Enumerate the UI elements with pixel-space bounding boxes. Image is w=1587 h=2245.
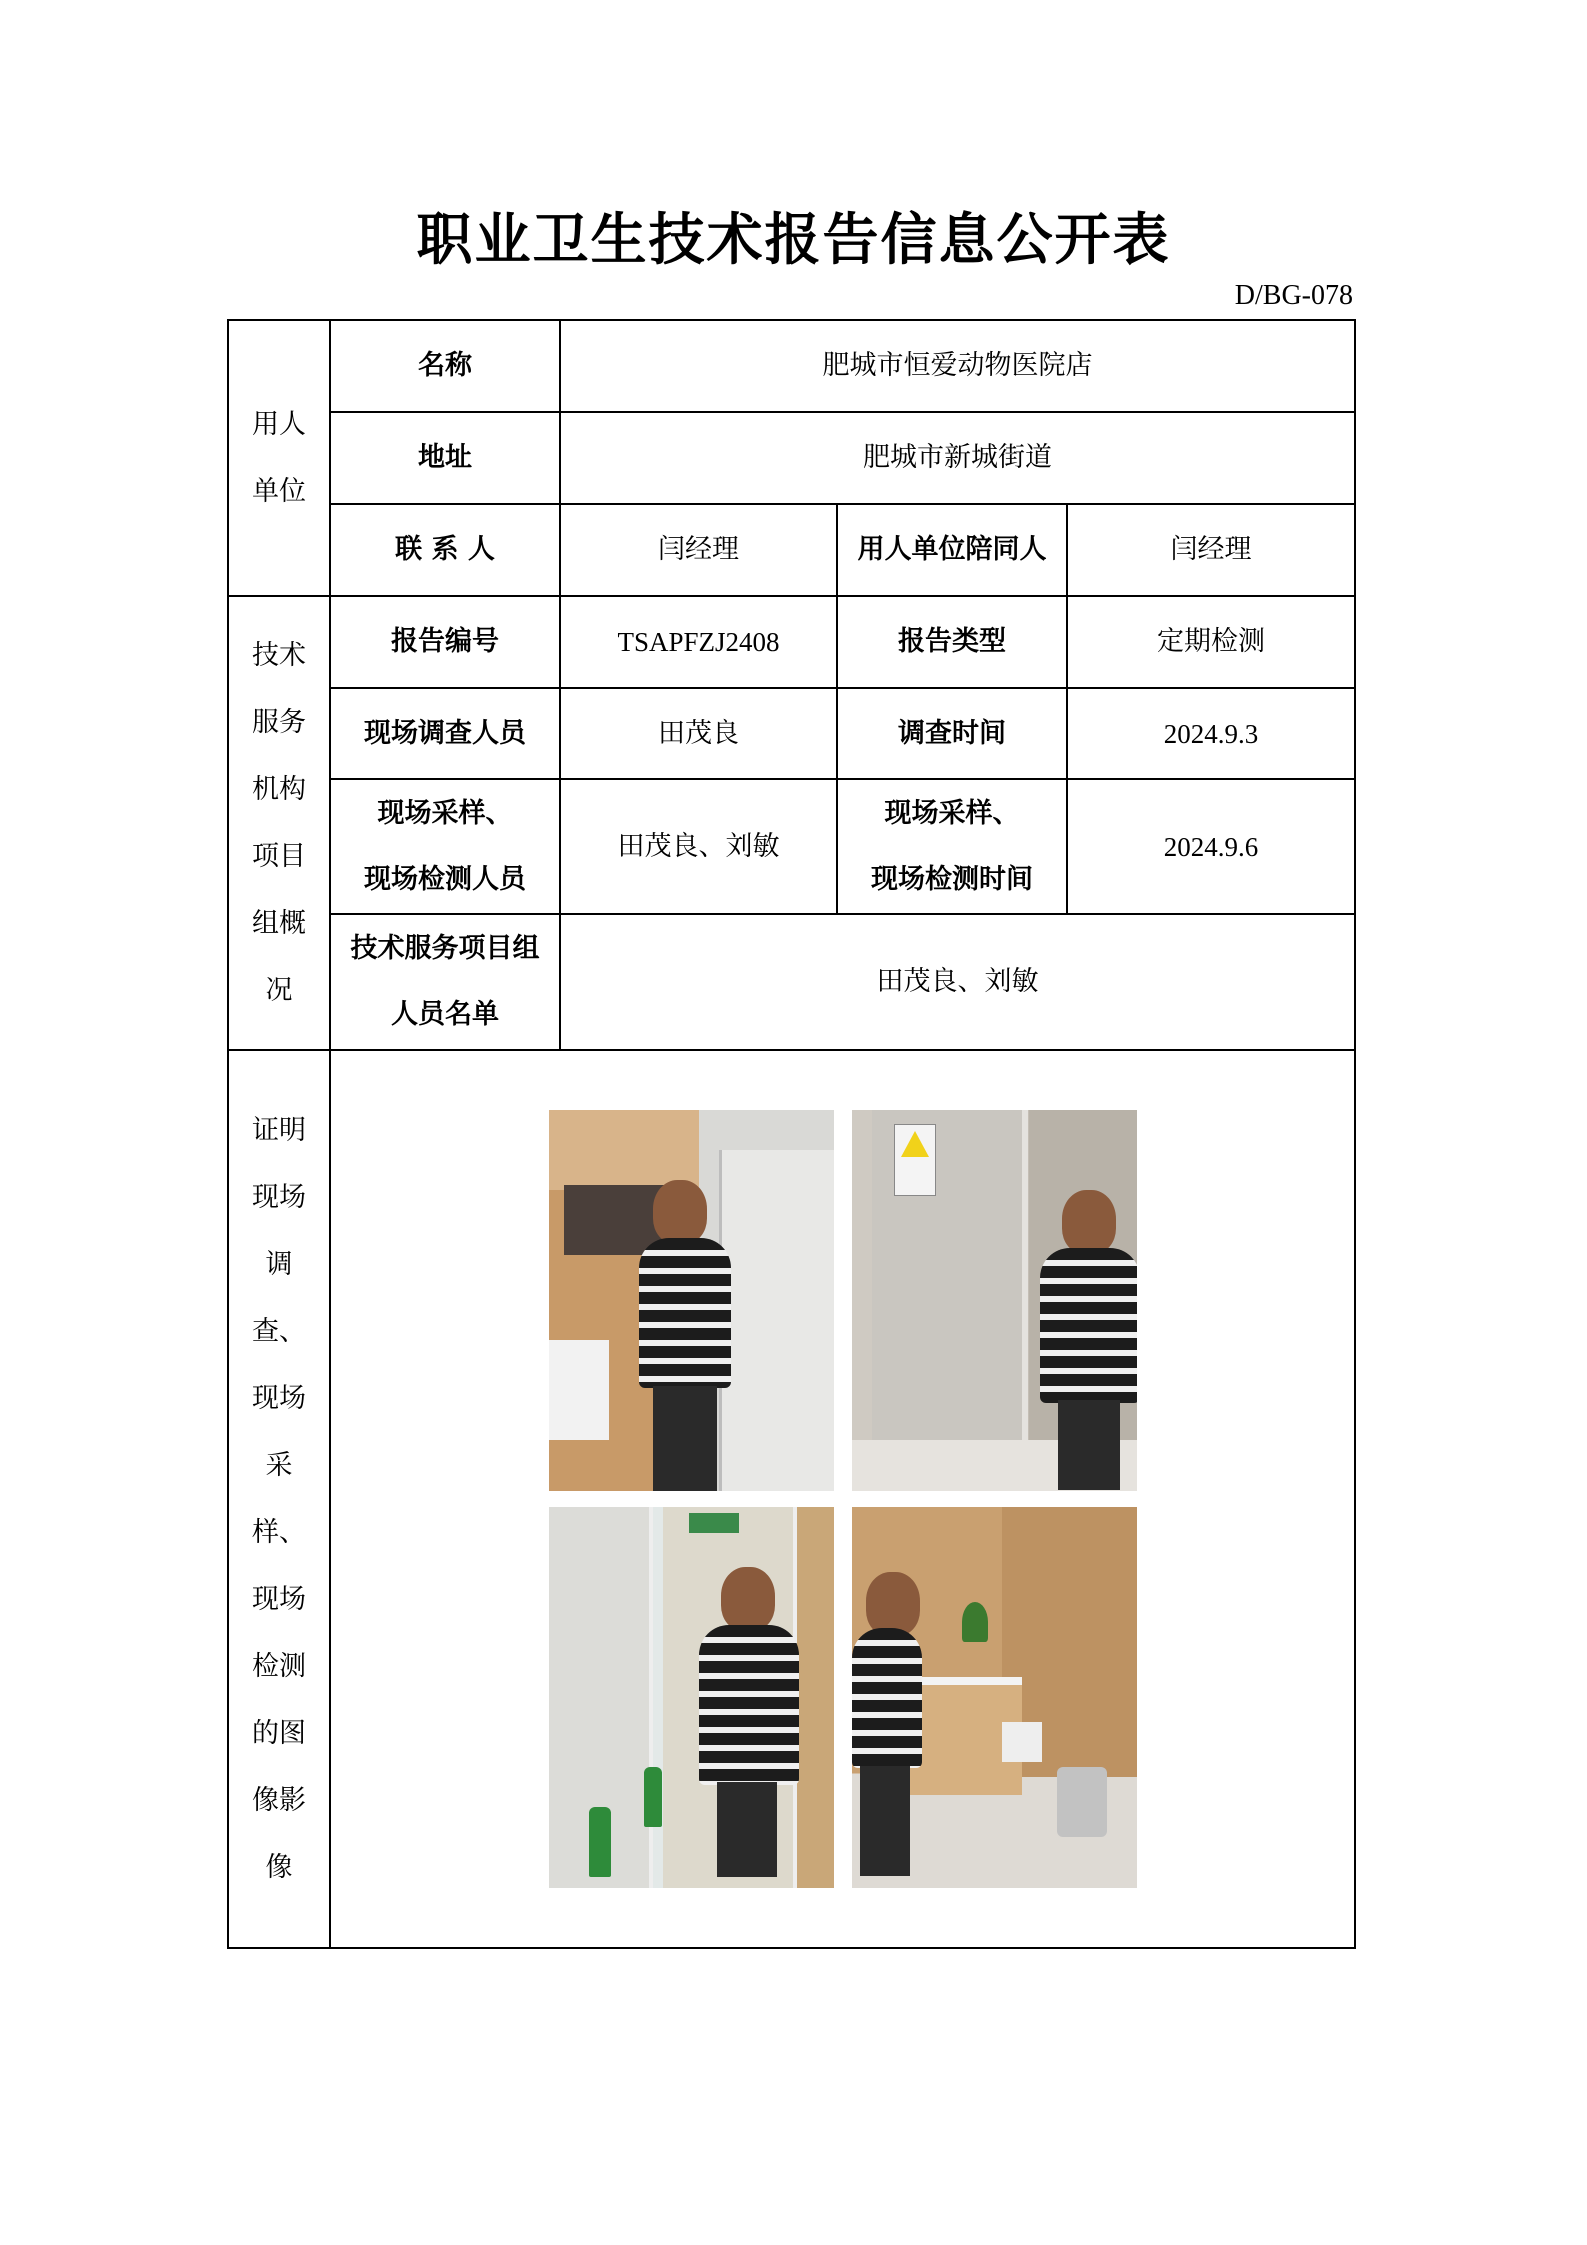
employer-section-label: 用人 单位 — [228, 320, 330, 596]
investigator-label: 现场调查人员 — [330, 688, 560, 779]
table-row — [228, 688, 1355, 779]
report-no-label: 报告编号 — [330, 596, 560, 688]
service-section-label: 技术 服务 机构 项目 组概 况 — [228, 596, 330, 1050]
table-row — [228, 320, 1355, 412]
table-row — [228, 914, 1355, 1050]
team-value: 田茂良、刘敏 — [560, 914, 1355, 1050]
report-table — [227, 319, 1356, 1949]
document-code: D/BG-078 — [1234, 280, 1353, 311]
sampling-staff-label: 现场采样、 现场检测人员 — [330, 779, 560, 914]
name-label: 名称 — [330, 320, 560, 412]
table-row — [228, 596, 1355, 688]
address-value: 肥城市新城街道 — [560, 412, 1355, 504]
photo-door-radiation-check — [852, 1110, 1137, 1491]
evidence-section-label: 证明 现场 调查、 现场 采样、 现场 检测 的图 像影 像 — [228, 1050, 330, 1948]
team-label: 技术服务项目组 人员名单 — [330, 914, 560, 1050]
name-value: 肥城市恒爱动物医院店 — [560, 320, 1355, 412]
investigator-value: 田茂良 — [560, 688, 837, 779]
contact-value: 闫经理 — [560, 504, 837, 596]
report-type-label: 报告类型 — [837, 596, 1067, 688]
table-row — [228, 1050, 1355, 1948]
report-no-value: TSAPFZJ2408 — [560, 596, 837, 688]
investigation-time-value: 2024.9.3 — [1067, 688, 1355, 779]
photo-grid — [331, 1110, 1354, 1888]
table-row — [228, 412, 1355, 504]
sampling-time-label: 现场采样、 现场检测时间 — [837, 779, 1067, 914]
report-type-value: 定期检测 — [1067, 596, 1355, 688]
accompany-value: 闫经理 — [1067, 504, 1355, 596]
evidence-photos-cell — [330, 1050, 1355, 1948]
accompany-label: 用人单位陪同人 — [837, 504, 1067, 596]
photo-treatment-room-check — [852, 1507, 1137, 1888]
sampling-staff-value: 田茂良、刘敏 — [560, 779, 837, 914]
photo-glass-partition-check — [549, 1507, 834, 1888]
sampling-time-value: 2024.9.6 — [1067, 779, 1355, 914]
table-row — [228, 504, 1355, 596]
photo-refrigerator-inspection — [549, 1110, 834, 1491]
contact-label: 联 系 人 — [330, 504, 560, 596]
investigation-time-label: 调查时间 — [837, 688, 1067, 779]
table-row — [228, 779, 1355, 914]
page-title: 职业卫生技术报告信息公开表 — [416, 207, 1171, 273]
address-label: 地址 — [330, 412, 560, 504]
